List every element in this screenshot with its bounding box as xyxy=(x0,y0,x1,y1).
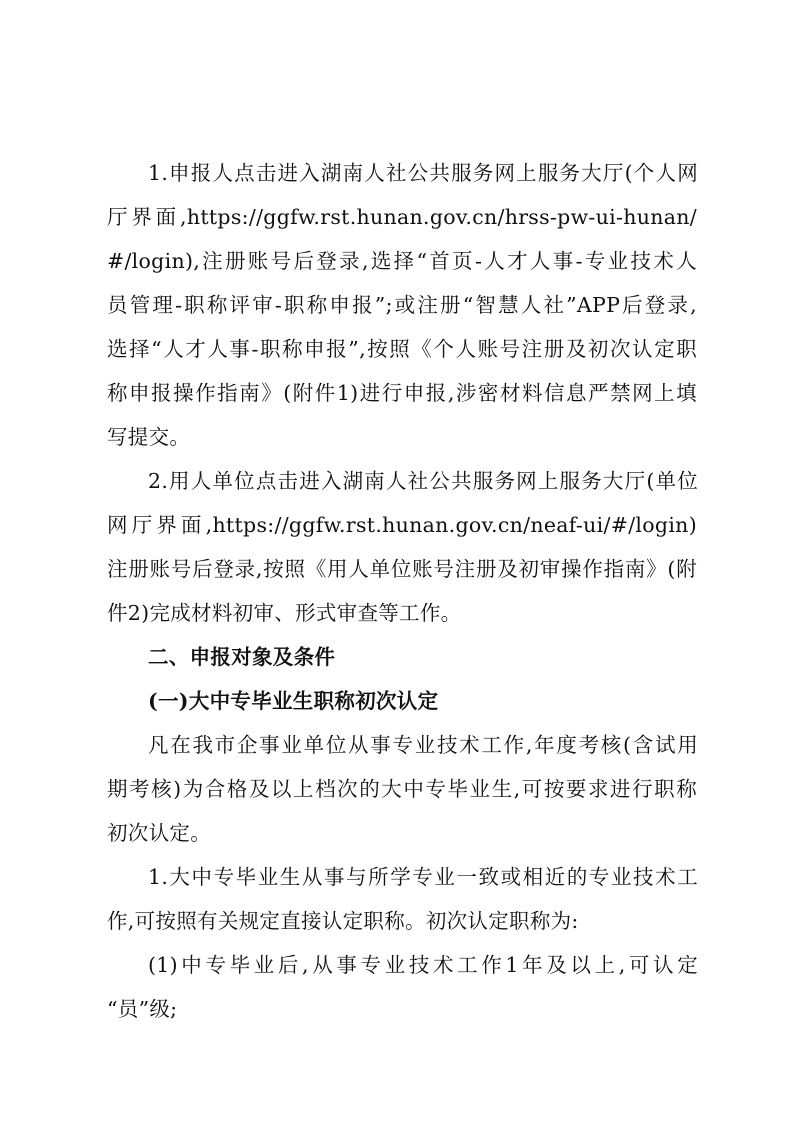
paragraph-3-line-2: 期考核)为合格及以上档次的大中专毕业生,可按要求进行职称 xyxy=(107,777,697,801)
paragraph-5-line-1: (1)中专毕业后,从事专业技术工作1年及以上,可认定 xyxy=(148,953,698,977)
paragraph-2-line-3: 注册账号后登录,按照《用人单位账号注册及初审操作指南》(附 xyxy=(107,557,697,581)
paragraph-4-line-1: 1.大中专毕业生从事与所学专业一致或相近的专业技术工 xyxy=(148,865,698,889)
paragraph-2-line-4: 件2)完成材料初审、形式审查等工作。 xyxy=(107,601,462,625)
paragraph-1-line-3: #/login),注册账号后登录,选择“首页-人才人事-专业技术人 xyxy=(107,249,697,273)
paragraph-1-line-6: 称申报操作指南》(附件1)进行申报,涉密材料信息严禁网上填 xyxy=(107,381,697,405)
paragraph-5-line-2: “员”级; xyxy=(107,997,178,1021)
paragraph-1-line-4: 员管理-职称评审-职称申报”;或注册“智慧人社”APP后登录, xyxy=(107,293,697,317)
section-heading: 二、申报对象及条件 xyxy=(148,645,336,669)
paragraph-1-line-5: 选择“人才人事-职称申报”,按照《个人账号注册及初次认定职 xyxy=(107,337,697,361)
paragraph-2-line-2: 网厅界面,https://ggfw.rst.hunan.gov.cn/neaf-ui/#/login) xyxy=(107,513,697,537)
paragraph-1-line-1: 1.申报人点击进入湖南人社公共服务网上服务大厅(个人网 xyxy=(148,161,698,185)
paragraph-3-line-1: 凡在我市企事业单位从事专业技术工作,年度考核(含试用 xyxy=(148,733,698,757)
paragraph-2-line-1: 2.用人单位点击进入湖南人社公共服务网上服务大厅(单位 xyxy=(148,469,698,493)
paragraph-4-line-2: 作,可按照有关规定直接认定职称。初次认定职称为: xyxy=(107,909,579,933)
paragraph-1-line-7: 写提交。 xyxy=(107,425,191,449)
paragraph-1-line-2: 厅界面,https://ggfw.rst.hunan.gov.cn/hrss-pw-ui-hunan/ xyxy=(107,205,697,229)
paragraph-3-line-3: 初次认定。 xyxy=(107,821,211,845)
subsection-heading: (一)大中专毕业生职称初次认定 xyxy=(148,689,439,713)
